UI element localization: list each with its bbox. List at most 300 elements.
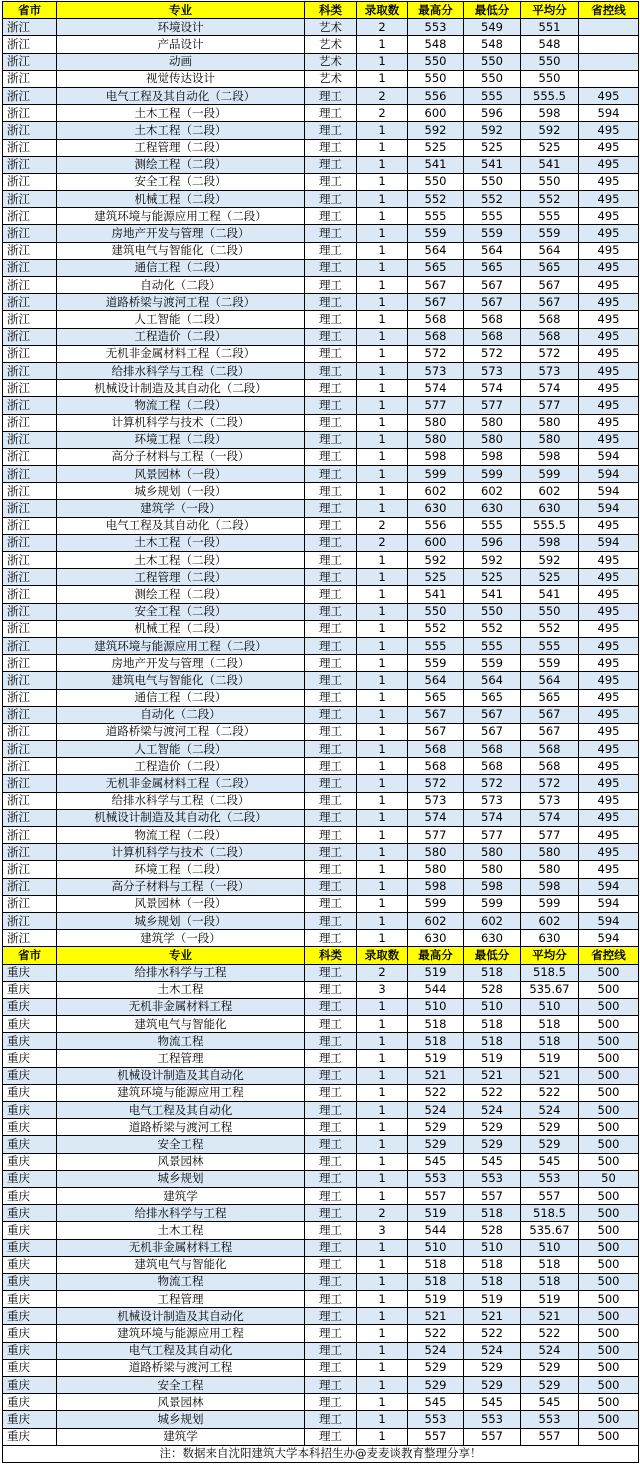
major-cell[interactable]: 物流工程	[57, 1273, 305, 1290]
category-cell[interactable]: 理工	[305, 620, 357, 637]
admitted-count-cell[interactable]: 1	[357, 569, 408, 586]
category-cell[interactable]: 理工	[305, 586, 357, 603]
province-cell[interactable]: 浙江	[3, 259, 57, 276]
major-cell[interactable]: 安全工程（二段）	[57, 603, 305, 620]
min-score-cell[interactable]: 567	[464, 294, 521, 311]
min-score-cell[interactable]: 592	[464, 122, 521, 139]
average-score-cell[interactable]: 519	[521, 1050, 579, 1067]
category-cell[interactable]: 理工	[305, 1187, 357, 1204]
province-cell[interactable]: 浙江	[3, 895, 57, 912]
average-score-cell[interactable]: 573	[521, 362, 579, 379]
province-cell[interactable]: 浙江	[3, 328, 57, 345]
admitted-count-cell[interactable]: 1	[357, 1033, 408, 1050]
control-line-cell[interactable]: 495	[579, 552, 639, 569]
admitted-count-cell[interactable]: 1	[357, 1273, 408, 1290]
province-cell[interactable]: 重庆	[3, 981, 57, 998]
category-cell[interactable]: 理工	[305, 328, 357, 345]
category-cell[interactable]: 理工	[305, 964, 357, 981]
major-cell[interactable]: 安全工程	[57, 1136, 305, 1153]
table-row[interactable]	[3, 741, 639, 758]
admitted-count-cell[interactable]: 1	[357, 552, 408, 569]
province-cell[interactable]: 浙江	[3, 792, 57, 809]
max-score-cell[interactable]: 522	[408, 1084, 464, 1101]
admitted-count-cell[interactable]: 1	[357, 311, 408, 328]
province-cell[interactable]: 重庆	[3, 1050, 57, 1067]
max-score-cell[interactable]: 550	[408, 173, 464, 190]
min-score-cell[interactable]: 568	[464, 328, 521, 345]
table-row[interactable]	[3, 36, 639, 53]
max-score-cell[interactable]: 580	[408, 861, 464, 878]
table-row[interactable]	[3, 861, 639, 878]
major-cell[interactable]: 建筑环境与能源应用工程	[57, 1084, 305, 1101]
max-score-cell[interactable]: 573	[408, 362, 464, 379]
major-cell[interactable]: 视觉传达设计	[57, 70, 305, 87]
control-line-cell[interactable]	[579, 70, 639, 87]
category-cell[interactable]: 理工	[305, 414, 357, 431]
max-score-cell[interactable]: 600	[408, 534, 464, 551]
table-row[interactable]	[3, 1377, 639, 1394]
control-line-cell[interactable]: 495	[579, 637, 639, 654]
province-cell[interactable]: 浙江	[3, 242, 57, 259]
control-line-cell[interactable]: 500	[579, 1342, 639, 1359]
admitted-count-cell[interactable]: 2	[357, 534, 408, 551]
major-cell[interactable]: 产品设计	[57, 36, 305, 53]
max-score-cell[interactable]: 574	[408, 380, 464, 397]
category-cell[interactable]: 理工	[305, 173, 357, 190]
max-score-cell[interactable]: 630	[408, 500, 464, 517]
average-score-cell[interactable]: 598	[521, 878, 579, 895]
major-cell[interactable]: 物流工程	[57, 1033, 305, 1050]
table-row[interactable]	[3, 758, 639, 775]
province-cell[interactable]: 重庆	[3, 1033, 57, 1050]
control-line-cell[interactable]: 500	[579, 1359, 639, 1376]
admitted-count-cell[interactable]: 1	[357, 414, 408, 431]
min-score-cell[interactable]: 529	[464, 1119, 521, 1136]
min-score-cell[interactable]: 541	[464, 156, 521, 173]
category-cell[interactable]: 理工	[305, 1033, 357, 1050]
province-cell[interactable]: 重庆	[3, 1411, 57, 1428]
major-cell[interactable]: 土木工程（一段）	[57, 534, 305, 551]
max-score-cell[interactable]: 559	[408, 225, 464, 242]
table-row[interactable]	[3, 1308, 639, 1325]
min-score-cell[interactable]: 630	[464, 500, 521, 517]
admitted-count-cell[interactable]: 1	[357, 827, 408, 844]
table-row[interactable]	[3, 1273, 639, 1290]
province-cell[interactable]: 浙江	[3, 225, 57, 242]
major-cell[interactable]: 物流工程（二段）	[57, 397, 305, 414]
min-score-cell[interactable]: 548	[464, 36, 521, 53]
category-cell[interactable]: 理工	[305, 1170, 357, 1187]
max-score-cell[interactable]: 630	[408, 930, 464, 947]
min-score-cell[interactable]: 518	[464, 1205, 521, 1222]
admitted-count-cell[interactable]: 1	[357, 1119, 408, 1136]
province-cell[interactable]: 浙江	[3, 827, 57, 844]
admitted-count-cell[interactable]: 1	[357, 1308, 408, 1325]
min-score-cell[interactable]: 577	[464, 827, 521, 844]
major-cell[interactable]: 道路桥梁与渡河工程	[57, 1359, 305, 1376]
max-score-cell[interactable]: 572	[408, 345, 464, 362]
average-score-cell[interactable]: 550	[521, 53, 579, 70]
category-cell[interactable]: 理工	[305, 1325, 357, 1342]
table-row[interactable]	[3, 1119, 639, 1136]
average-score-cell[interactable]: 568	[521, 328, 579, 345]
control-line-cell[interactable]: 500	[579, 1050, 639, 1067]
average-score-cell[interactable]: 592	[521, 552, 579, 569]
admitted-count-cell[interactable]: 2	[357, 1205, 408, 1222]
min-score-cell[interactable]: 545	[464, 1394, 521, 1411]
max-score-cell[interactable]: 556	[408, 517, 464, 534]
admitted-count-cell[interactable]: 1	[357, 1239, 408, 1256]
max-score-cell[interactable]: 524	[408, 1102, 464, 1119]
admitted-count-cell[interactable]: 1	[357, 792, 408, 809]
min-score-cell[interactable]: 518	[464, 964, 521, 981]
table-row[interactable]	[3, 1084, 639, 1101]
category-cell[interactable]: 理工	[305, 1102, 357, 1119]
category-cell[interactable]: 理工	[305, 1377, 357, 1394]
category-cell[interactable]: 理工	[305, 603, 357, 620]
average-score-cell[interactable]: 598	[521, 534, 579, 551]
admitted-count-cell[interactable]: 1	[357, 1153, 408, 1170]
average-score-cell[interactable]: 572	[521, 345, 579, 362]
control-line-cell[interactable]: 594	[579, 483, 639, 500]
category-cell[interactable]: 理工	[305, 758, 357, 775]
category-cell[interactable]: 理工	[305, 775, 357, 792]
max-score-cell[interactable]: 565	[408, 689, 464, 706]
control-line-cell[interactable]: 500	[579, 964, 639, 981]
province-cell[interactable]: 浙江	[3, 552, 57, 569]
average-score-cell[interactable]: 599	[521, 895, 579, 912]
major-cell[interactable]: 计算机科学与技术（二段）	[57, 414, 305, 431]
table-row[interactable]	[3, 208, 639, 225]
province-cell[interactable]: 重庆	[3, 1428, 57, 1445]
max-score-cell[interactable]: 555	[408, 208, 464, 225]
control-line-cell[interactable]: 495	[579, 775, 639, 792]
table-row[interactable]	[3, 139, 639, 156]
major-cell[interactable]: 土木工程（一段）	[57, 105, 305, 122]
average-score-cell[interactable]: 557	[521, 1428, 579, 1445]
table-row[interactable]	[3, 1325, 639, 1342]
table-row[interactable]	[3, 1342, 639, 1359]
category-cell[interactable]: 理工	[305, 139, 357, 156]
category-cell[interactable]: 理工	[305, 895, 357, 912]
admitted-count-cell[interactable]: 1	[357, 397, 408, 414]
admitted-count-cell[interactable]: 1	[357, 328, 408, 345]
admitted-count-cell[interactable]: 1	[357, 672, 408, 689]
average-score-cell[interactable]: 577	[521, 827, 579, 844]
admitted-count-cell[interactable]: 1	[357, 1342, 408, 1359]
max-score-cell[interactable]: 518	[408, 1256, 464, 1273]
major-cell[interactable]: 自动化（二段）	[57, 277, 305, 294]
control-line-cell[interactable]: 495	[579, 706, 639, 723]
major-cell[interactable]: 无机非金属材料工程（二段）	[57, 345, 305, 362]
category-cell[interactable]: 理工	[305, 672, 357, 689]
average-score-cell[interactable]: 555	[521, 208, 579, 225]
major-cell[interactable]: 建筑环境与能源应用工程（二段）	[57, 208, 305, 225]
category-cell[interactable]: 理工	[305, 534, 357, 551]
max-score-cell[interactable]: 565	[408, 259, 464, 276]
admitted-count-cell[interactable]: 1	[357, 878, 408, 895]
average-score-cell[interactable]: 564	[521, 672, 579, 689]
control-line-cell[interactable]: 495	[579, 792, 639, 809]
max-score-cell[interactable]: 568	[408, 758, 464, 775]
table-row[interactable]	[3, 1067, 639, 1084]
average-score-cell[interactable]: 553	[521, 1411, 579, 1428]
category-cell[interactable]: 理工	[305, 517, 357, 534]
major-cell[interactable]: 道路桥梁与渡河工程	[57, 1119, 305, 1136]
province-cell[interactable]: 重庆	[3, 1377, 57, 1394]
max-score-cell[interactable]: 552	[408, 620, 464, 637]
average-score-cell[interactable]: 518.5	[521, 964, 579, 981]
control-line-cell[interactable]: 500	[579, 1308, 639, 1325]
max-score-cell[interactable]: 567	[408, 723, 464, 740]
admitted-count-cell[interactable]: 1	[357, 173, 408, 190]
category-cell[interactable]: 理工	[305, 483, 357, 500]
province-cell[interactable]: 浙江	[3, 861, 57, 878]
average-score-cell[interactable]: 572	[521, 775, 579, 792]
admitted-count-cell[interactable]: 1	[357, 345, 408, 362]
major-cell[interactable]: 机械设计制造及其自动化（二段）	[57, 809, 305, 826]
min-score-cell[interactable]: 580	[464, 861, 521, 878]
admitted-count-cell[interactable]: 1	[357, 706, 408, 723]
table-row[interactable]	[3, 827, 639, 844]
control-line-cell[interactable]: 500	[579, 1136, 639, 1153]
province-cell[interactable]: 浙江	[3, 483, 57, 500]
control-line-cell[interactable]: 495	[579, 844, 639, 861]
max-score-cell[interactable]: 567	[408, 277, 464, 294]
average-score-cell[interactable]: 529	[521, 1119, 579, 1136]
average-score-cell[interactable]: 602	[521, 912, 579, 929]
major-cell[interactable]: 机械工程（二段）	[57, 620, 305, 637]
average-score-cell[interactable]: 573	[521, 792, 579, 809]
average-score-cell[interactable]: 559	[521, 655, 579, 672]
control-line-cell[interactable]: 495	[579, 191, 639, 208]
average-score-cell[interactable]: 550	[521, 70, 579, 87]
min-score-cell[interactable]: 553	[464, 1411, 521, 1428]
major-cell[interactable]: 高分子材料与工程（一段）	[57, 878, 305, 895]
table-row[interactable]	[3, 431, 639, 448]
major-cell[interactable]: 高分子材料与工程（一段）	[57, 448, 305, 465]
table-row[interactable]	[3, 105, 639, 122]
max-score-cell[interactable]: 592	[408, 552, 464, 569]
table-row[interactable]	[3, 1394, 639, 1411]
category-cell[interactable]: 理工	[305, 655, 357, 672]
admitted-count-cell[interactable]: 1	[357, 1377, 408, 1394]
table-row[interactable]	[3, 345, 639, 362]
table-row[interactable]	[3, 517, 639, 534]
control-line-cell[interactable]: 495	[579, 723, 639, 740]
major-cell[interactable]: 物流工程（二段）	[57, 827, 305, 844]
admitted-count-cell[interactable]: 1	[357, 208, 408, 225]
min-score-cell[interactable]: 602	[464, 483, 521, 500]
major-cell[interactable]: 测绘工程（二段）	[57, 586, 305, 603]
control-line-cell[interactable]: 495	[579, 345, 639, 362]
max-score-cell[interactable]: 555	[408, 637, 464, 654]
min-score-cell[interactable]: 598	[464, 878, 521, 895]
control-line-cell[interactable]: 500	[579, 981, 639, 998]
min-score-cell[interactable]: 568	[464, 741, 521, 758]
min-score-cell[interactable]: 521	[464, 1067, 521, 1084]
min-score-cell[interactable]: 555	[464, 208, 521, 225]
category-cell[interactable]: 理工	[305, 1256, 357, 1273]
average-score-cell[interactable]: 521	[521, 1067, 579, 1084]
category-cell[interactable]: 理工	[305, 861, 357, 878]
category-cell[interactable]: 理工	[305, 208, 357, 225]
average-score-cell[interactable]: 599	[521, 466, 579, 483]
min-score-cell[interactable]: 580	[464, 431, 521, 448]
control-line-cell[interactable]: 500	[579, 1273, 639, 1290]
admitted-count-cell[interactable]: 1	[357, 741, 408, 758]
admitted-count-cell[interactable]: 1	[357, 620, 408, 637]
table-row[interactable]	[3, 998, 639, 1015]
category-cell[interactable]: 理工	[305, 878, 357, 895]
table-row[interactable]	[3, 706, 639, 723]
control-line-cell[interactable]: 495	[579, 414, 639, 431]
major-cell[interactable]: 给排水科学与工程	[57, 964, 305, 981]
max-score-cell[interactable]: 602	[408, 483, 464, 500]
average-score-cell[interactable]: 550	[521, 173, 579, 190]
max-score-cell[interactable]: 518	[408, 1033, 464, 1050]
table-row[interactable]	[3, 1428, 639, 1445]
table-row[interactable]	[3, 912, 639, 929]
province-cell[interactable]: 浙江	[3, 156, 57, 173]
admitted-count-cell[interactable]: 1	[357, 259, 408, 276]
province-cell[interactable]: 重庆	[3, 1273, 57, 1290]
category-cell[interactable]: 理工	[305, 1205, 357, 1222]
control-line-cell[interactable]: 495	[579, 586, 639, 603]
province-cell[interactable]: 重庆	[3, 1170, 57, 1187]
min-score-cell[interactable]: 541	[464, 586, 521, 603]
category-cell[interactable]: 理工	[305, 1153, 357, 1170]
major-cell[interactable]: 工程管理（二段）	[57, 139, 305, 156]
control-line-cell[interactable]: 500	[579, 1256, 639, 1273]
admitted-count-cell[interactable]: 1	[357, 1136, 408, 1153]
max-score-cell[interactable]: 529	[408, 1136, 464, 1153]
max-score-cell[interactable]: 510	[408, 1239, 464, 1256]
control-line-cell[interactable]: 500	[579, 1153, 639, 1170]
category-cell[interactable]: 理工	[305, 1222, 357, 1239]
control-line-cell[interactable]: 495	[579, 277, 639, 294]
major-cell[interactable]: 动画	[57, 53, 305, 70]
table-row[interactable]	[3, 397, 639, 414]
major-cell[interactable]: 人工智能（二段）	[57, 741, 305, 758]
max-score-cell[interactable]: 550	[408, 70, 464, 87]
min-score-cell[interactable]: 518	[464, 1016, 521, 1033]
control-line-cell[interactable]: 500	[579, 1016, 639, 1033]
admitted-count-cell[interactable]: 1	[357, 242, 408, 259]
control-line-cell[interactable]: 500	[579, 998, 639, 1015]
average-score-cell[interactable]: 522	[521, 1084, 579, 1101]
max-score-cell[interactable]: 557	[408, 1428, 464, 1445]
province-cell[interactable]: 浙江	[3, 139, 57, 156]
control-line-cell[interactable]: 500	[579, 1325, 639, 1342]
min-score-cell[interactable]: 580	[464, 414, 521, 431]
admitted-count-cell[interactable]: 1	[357, 1170, 408, 1187]
control-line-cell[interactable]: 495	[579, 225, 639, 242]
max-score-cell[interactable]: 521	[408, 1308, 464, 1325]
province-cell[interactable]: 浙江	[3, 448, 57, 465]
min-score-cell[interactable]: 568	[464, 758, 521, 775]
admitted-count-cell[interactable]: 1	[357, 637, 408, 654]
major-cell[interactable]: 建筑学	[57, 1428, 305, 1445]
province-cell[interactable]: 重庆	[3, 1256, 57, 1273]
control-line-cell[interactable]: 495	[579, 689, 639, 706]
province-cell[interactable]: 浙江	[3, 397, 57, 414]
province-cell[interactable]: 浙江	[3, 53, 57, 70]
average-score-cell[interactable]: 559	[521, 225, 579, 242]
table-row[interactable]	[3, 19, 639, 36]
min-score-cell[interactable]: 518	[464, 1033, 521, 1050]
min-score-cell[interactable]: 559	[464, 655, 521, 672]
table-row[interactable]	[3, 466, 639, 483]
average-score-cell[interactable]: 529	[521, 1359, 579, 1376]
max-score-cell[interactable]: 598	[408, 448, 464, 465]
category-cell[interactable]: 理工	[305, 87, 357, 104]
min-score-cell[interactable]: 565	[464, 259, 521, 276]
category-cell[interactable]: 理工	[305, 930, 357, 947]
max-score-cell[interactable]: 541	[408, 156, 464, 173]
control-line-cell[interactable]: 594	[579, 534, 639, 551]
control-line-cell[interactable]: 495	[579, 861, 639, 878]
major-cell[interactable]: 土木工程（二段）	[57, 552, 305, 569]
max-score-cell[interactable]: 567	[408, 706, 464, 723]
control-line-cell[interactable]: 500	[579, 1394, 639, 1411]
max-score-cell[interactable]: 557	[408, 1187, 464, 1204]
table-row[interactable]	[3, 792, 639, 809]
average-score-cell[interactable]: 598	[521, 105, 579, 122]
table-row[interactable]	[3, 328, 639, 345]
min-score-cell[interactable]: 525	[464, 569, 521, 586]
max-score-cell[interactable]: 568	[408, 328, 464, 345]
admitted-count-cell[interactable]: 1	[357, 844, 408, 861]
major-cell[interactable]: 房地产开发与管理（二段）	[57, 225, 305, 242]
major-cell[interactable]: 建筑学（一段）	[57, 500, 305, 517]
average-score-cell[interactable]: 630	[521, 500, 579, 517]
min-score-cell[interactable]: 524	[464, 1102, 521, 1119]
control-line-cell[interactable]: 495	[579, 362, 639, 379]
max-score-cell[interactable]: 518	[408, 1016, 464, 1033]
province-cell[interactable]: 重庆	[3, 1119, 57, 1136]
province-cell[interactable]: 浙江	[3, 912, 57, 929]
max-score-cell[interactable]: 544	[408, 1222, 464, 1239]
category-cell[interactable]: 理工	[305, 1084, 357, 1101]
major-cell[interactable]: 机械工程（二段）	[57, 191, 305, 208]
admitted-count-cell[interactable]: 1	[357, 294, 408, 311]
control-line-cell[interactable]: 500	[579, 1205, 639, 1222]
min-score-cell[interactable]: 596	[464, 534, 521, 551]
min-score-cell[interactable]: 522	[464, 1325, 521, 1342]
category-cell[interactable]: 理工	[305, 1273, 357, 1290]
major-cell[interactable]: 环境工程（二段）	[57, 431, 305, 448]
table-row[interactable]	[3, 70, 639, 87]
category-cell[interactable]: 理工	[305, 1050, 357, 1067]
province-cell[interactable]: 浙江	[3, 36, 57, 53]
admitted-count-cell[interactable]: 1	[357, 1411, 408, 1428]
admitted-count-cell[interactable]: 1	[357, 191, 408, 208]
major-cell[interactable]: 城乡规划（一段）	[57, 912, 305, 929]
major-cell[interactable]: 建筑电气与智能化（二段）	[57, 242, 305, 259]
max-score-cell[interactable]: 550	[408, 53, 464, 70]
province-cell[interactable]: 浙江	[3, 569, 57, 586]
category-cell[interactable]: 理工	[305, 431, 357, 448]
table-row[interactable]	[3, 277, 639, 294]
admitted-count-cell[interactable]: 1	[357, 466, 408, 483]
admitted-count-cell[interactable]: 2	[357, 105, 408, 122]
average-score-cell[interactable]: 552	[521, 191, 579, 208]
admitted-count-cell[interactable]: 1	[357, 483, 408, 500]
table-row[interactable]	[3, 1187, 639, 1204]
category-cell[interactable]: 理工	[305, 998, 357, 1015]
admitted-count-cell[interactable]: 1	[357, 758, 408, 775]
